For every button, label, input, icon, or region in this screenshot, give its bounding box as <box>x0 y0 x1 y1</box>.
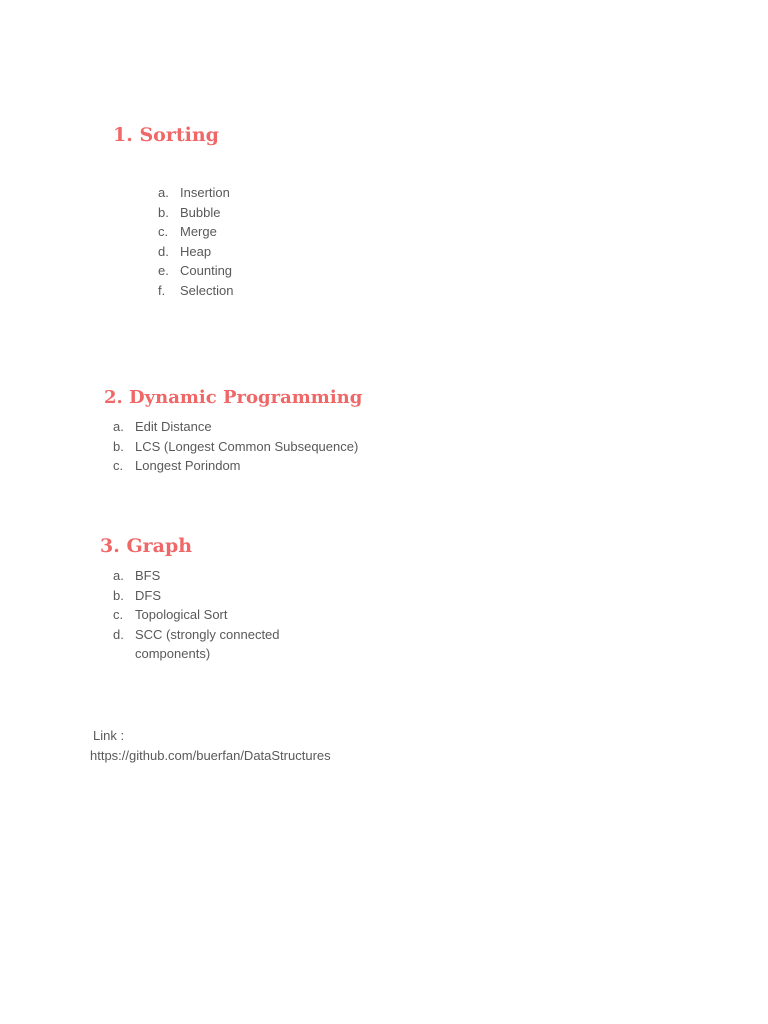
list-marker: c. <box>113 607 124 622</box>
list-item-text: Merge <box>180 224 217 239</box>
list-marker: d. <box>158 243 169 259</box>
list-item <box>158 261 233 281</box>
list-marker: d. <box>113 626 124 642</box>
list-marker: a. <box>113 419 124 434</box>
list-item-text: Longest Porindom <box>135 458 241 473</box>
section-title-graph: 3. Graph <box>100 535 193 557</box>
list-marker: c. <box>113 458 124 473</box>
list-marker: b. <box>113 587 124 603</box>
list-item <box>113 605 295 625</box>
list-item <box>113 586 295 606</box>
list-item <box>113 566 295 586</box>
list-marker: b. <box>113 438 124 454</box>
link-url[interactable]: https://github.com/buerfan/DataStructures <box>90 748 331 763</box>
list-marker: e. <box>158 263 169 278</box>
dynamic-programming-list <box>113 417 358 476</box>
section-title-sorting: 1. Sorting <box>113 124 219 146</box>
list-item-text: DFS <box>135 587 161 603</box>
list-marker: c. <box>158 224 169 239</box>
list-item-text: SCC (strongly connected components) <box>135 626 280 661</box>
list-item-text: BFS <box>135 568 161 583</box>
list-item-text: Edit Distance <box>135 419 212 434</box>
list-item <box>158 281 233 301</box>
section-title-dynamic-programming: 2. Dynamic Programming <box>104 387 363 408</box>
list-item-text: Bubble <box>180 204 221 220</box>
list-item <box>158 203 233 223</box>
list-item <box>158 183 233 203</box>
link-label: Link : <box>93 728 125 743</box>
list-item <box>113 437 358 457</box>
list-item <box>158 222 233 242</box>
graph-list <box>113 566 295 664</box>
list-item-text: Insertion <box>180 185 230 200</box>
list-marker: a. <box>158 185 169 200</box>
list-item-text: Topological Sort <box>135 607 228 622</box>
list-marker: f. <box>158 282 166 298</box>
list-item <box>113 625 295 664</box>
list-item <box>113 417 358 437</box>
list-item-text: Selection <box>180 282 234 298</box>
list-item <box>113 456 358 476</box>
list-marker: b. <box>158 204 169 220</box>
list-marker: a. <box>113 568 124 583</box>
list-item-text: LCS (Longest Common Subsequence) <box>135 438 359 454</box>
list-item-text: Heap <box>180 243 212 259</box>
list-item-text: Counting <box>180 263 233 278</box>
sorting-list <box>158 183 233 300</box>
link-block <box>90 726 331 766</box>
list-item <box>158 242 233 262</box>
